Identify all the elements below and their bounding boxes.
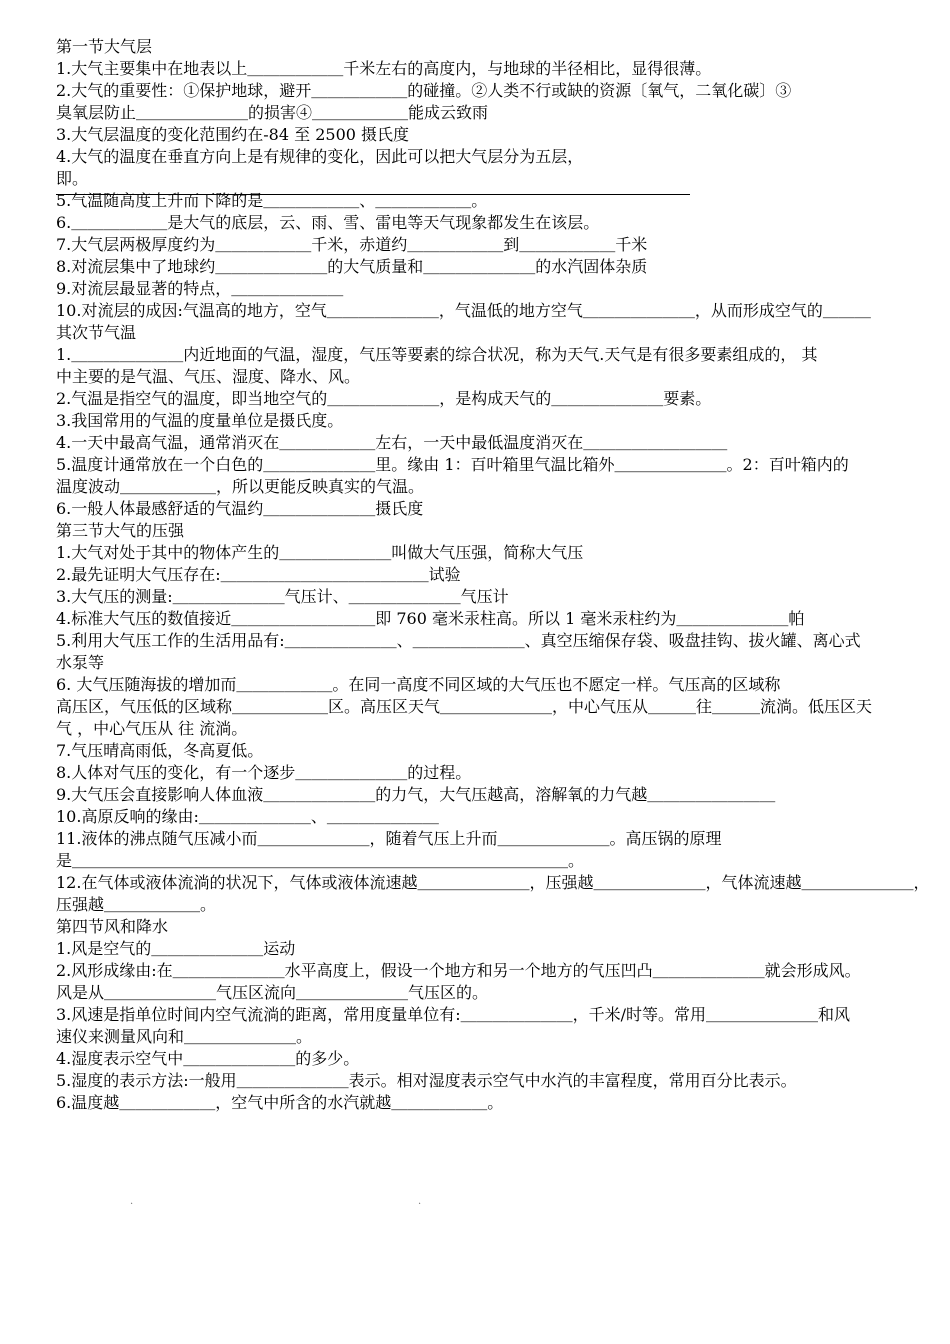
worksheet-line: 1.大气主要集中在地表以上＿＿＿＿＿＿千米左右的高度内，与地球的半径相比，显得很薄。 (56, 59, 712, 78)
worksheet-line: 2.气温是指空气的温度，即当地空气的＿＿＿＿＿＿＿，是构成天气的＿＿＿＿＿＿＿要素。 (56, 389, 712, 408)
worksheet-line: 6.＿＿＿＿＿＿是大气的底层，云、雨、雪、雷电等天气现象都发生在该层。 (56, 213, 600, 232)
worksheet-line: 10.对流层的成因:气温高的地方，空气＿＿＿＿＿＿＿，气温低的地方空气＿＿＿＿＿＿＿，从而形成空气的＿＿＿ (56, 301, 871, 320)
worksheet-line: 5.温度计通常放在一个白色的＿＿＿＿＿＿＿里。缘由 1：百叶箱里气温比箱外＿＿＿＿＿＿＿。2：百叶箱内的 (56, 455, 849, 474)
worksheet-line: 9.大气压会直接影响人体血液＿＿＿＿＿＿＿的力气，大气压越高，溶解氧的力气越＿＿＿＿＿＿＿＿ (56, 785, 776, 804)
answer-line-layer-names (56, 194, 690, 195)
worksheet-line: 5.利用大气压工作的生活用品有:＿＿＿＿＿＿＿、＿＿＿＿＿＿＿、真空压缩保存袋、吸盘挂钩、拔火罐、离心式 (56, 631, 861, 650)
worksheet-line: 第四节风和降水 (56, 917, 169, 936)
section-heading: 其次节气温 (56, 323, 137, 342)
worksheet-line: 温度波动＿＿＿＿＿＿，所以更能反映真实的气温。 (56, 477, 425, 496)
worksheet-line: 水泵等 (56, 653, 105, 672)
worksheet-line: 3.大气压的测量:＿＿＿＿＿＿＿气压计、＿＿＿＿＿＿＿气压计 (56, 587, 509, 606)
section-heading: 第一节大气层 (56, 37, 153, 56)
worksheet-line: 1.大气对处于其中的物体产生的＿＿＿＿＿＿＿叫做大气压强，简称大气压 (56, 543, 584, 562)
worksheet-line: 12.在气体或液体流淌的状况下，气体或液体流速越＿＿＿＿＿＿＿，压强越＿＿＿＿＿＿＿，气体流速越＿＿＿＿＿＿＿， (56, 873, 930, 892)
worksheet-line: 3.大气层温度的变化范围约在-84 至 2500 摄氏度 (56, 125, 410, 144)
worksheet-line: 即。 (56, 169, 89, 188)
worksheet-line: 6. 大气压随海拔的增加而＿＿＿＿＿＿。在同一高度不同区域的大气压也不愿定一样。气压高的区域称 (56, 675, 781, 694)
worksheet-line: 7.大气层两极厚度约为＿＿＿＿＿＿千米，赤道约＿＿＿＿＿＿到＿＿＿＿＿＿千米 (56, 235, 648, 254)
worksheet-line: 1.＿＿＿＿＿＿＿内近地面的气温，湿度，气压等要素的综合状况，称为天气.天气是有很多要素组成的， 其 (56, 345, 818, 364)
worksheet-line: 5.气温随高度上升而下降的是＿＿＿＿＿＿、＿＿＿＿＿＿。 (56, 191, 488, 210)
worksheet-line: 8.对流层集中了地球约＿＿＿＿＿＿＿的大气质量和＿＿＿＿＿＿＿的水汽固体杂质 (56, 257, 648, 276)
worksheet-line: 气 ，中心气压从 往 流淌。 (56, 719, 248, 738)
worksheet-line: 2.大气的重要性：①保护地球，避开＿＿＿＿＿＿的碰撞。②人类不行或缺的资源〔氧气，二氧化碳〕③ (56, 81, 792, 100)
worksheet-line: 10.高原反响的缘由:＿＿＿＿＿＿＿、＿＿＿＿＿＿＿ (56, 807, 439, 826)
worksheet-line: 速仪来测量风向和＿＿＿＿＿＿＿。 (56, 1027, 313, 1046)
worksheet-line: 风是从＿＿＿＿＿＿＿气压区流向＿＿＿＿＿＿＿气压区的。 (56, 983, 489, 1002)
worksheet-line: 3.风速是指单位时间内空气流淌的距离，常用度量单位有:＿＿＿＿＿＿＿，千米/时等。常用＿＿＿＿＿＿＿和风 (56, 1005, 851, 1024)
worksheet-line: 4.标准大气压的数值接近＿＿＿＿＿＿＿＿＿即 760 毫米汞柱高。所以 1 毫米汞柱约为＿＿＿＿＿＿＿帕 (56, 609, 805, 628)
worksheet-line: 3.我国常用的气温的度量单位是摄氏度。 (56, 411, 344, 430)
worksheet-line: 压强越＿＿＿＿＿＿。 (56, 895, 217, 914)
section-heading: 1.风是空气的＿＿＿＿＿＿＿运动 (56, 939, 296, 958)
worksheet-line: 高压区，气压低的区域称＿＿＿＿＿＿区。高压区天气＿＿＿＿＿＿＿，中心气压从＿＿＿往＿＿＿流淌。低压区天 (56, 697, 873, 716)
section-heading: 第三节大气的压强 (56, 521, 185, 540)
worksheet-line: 5.湿度的表示方法:一般用＿＿＿＿＿＿＿表示。相对湿度表示空气中水汽的丰富程度，常用百分比表示。 (56, 1071, 797, 1090)
worksheet-line: 9.对流层最显著的特点，＿＿＿＿＿＿＿ (56, 279, 344, 298)
worksheet-line: 8.人体对气压的变化，有一个逐步＿＿＿＿＿＿＿的过程。 (56, 763, 472, 782)
worksheet-line: 是＿＿＿＿＿＿＿＿＿＿＿＿＿＿＿＿＿＿＿＿＿＿＿＿＿＿＿＿＿＿＿。 (56, 851, 585, 870)
worksheet-line: 4.大气的温度在垂直方向上是有规律的变化，因此可以把大气层分为五层， (56, 147, 584, 166)
worksheet-line: 4.湿度表示空气中＿＿＿＿＿＿＿的多少。 (56, 1049, 360, 1068)
footer-mark-right: . (418, 1196, 422, 1207)
worksheet-document (56, 36, 930, 1114)
worksheet-line: 臭氧层防止＿＿＿＿＿＿＿的损害④＿＿＿＿＿＿能成云致雨 (56, 103, 489, 122)
worksheet-line: 7.气压晴高雨低，冬高夏低。 (56, 741, 264, 760)
worksheet-line: 4.一天中最高气温，通常消灭在＿＿＿＿＿＿左右，一天中最低温度消灭在＿＿＿＿＿＿＿＿＿ (56, 433, 728, 452)
worksheet-line: 2.风形成缘由:在＿＿＿＿＿＿＿水平高度上，假设一个地方和另一个地方的气压凹凸＿＿＿＿＿＿＿就会形成风。 (56, 961, 861, 980)
worksheet-line: 2.最先证明大气压存在:＿＿＿＿＿＿＿＿＿＿＿＿＿试验 (56, 565, 461, 584)
worksheet-line: 中主要的是气温、气压、湿度、降水、风。 (56, 367, 361, 386)
worksheet-line: 6.一般人体最感舒适的气温约＿＿＿＿＿＿＿摄氏度 (56, 499, 424, 518)
worksheet-line: 11.液体的沸点随气压减小而＿＿＿＿＿＿＿，随着气压上升而＿＿＿＿＿＿＿。高压锅的原理 (56, 829, 722, 848)
worksheet-line: 6.温度越＿＿＿＿＿＿，空气中所含的水汽就越＿＿＿＿＿＿。 (56, 1093, 504, 1112)
footer-mark-left: . (130, 1196, 134, 1207)
